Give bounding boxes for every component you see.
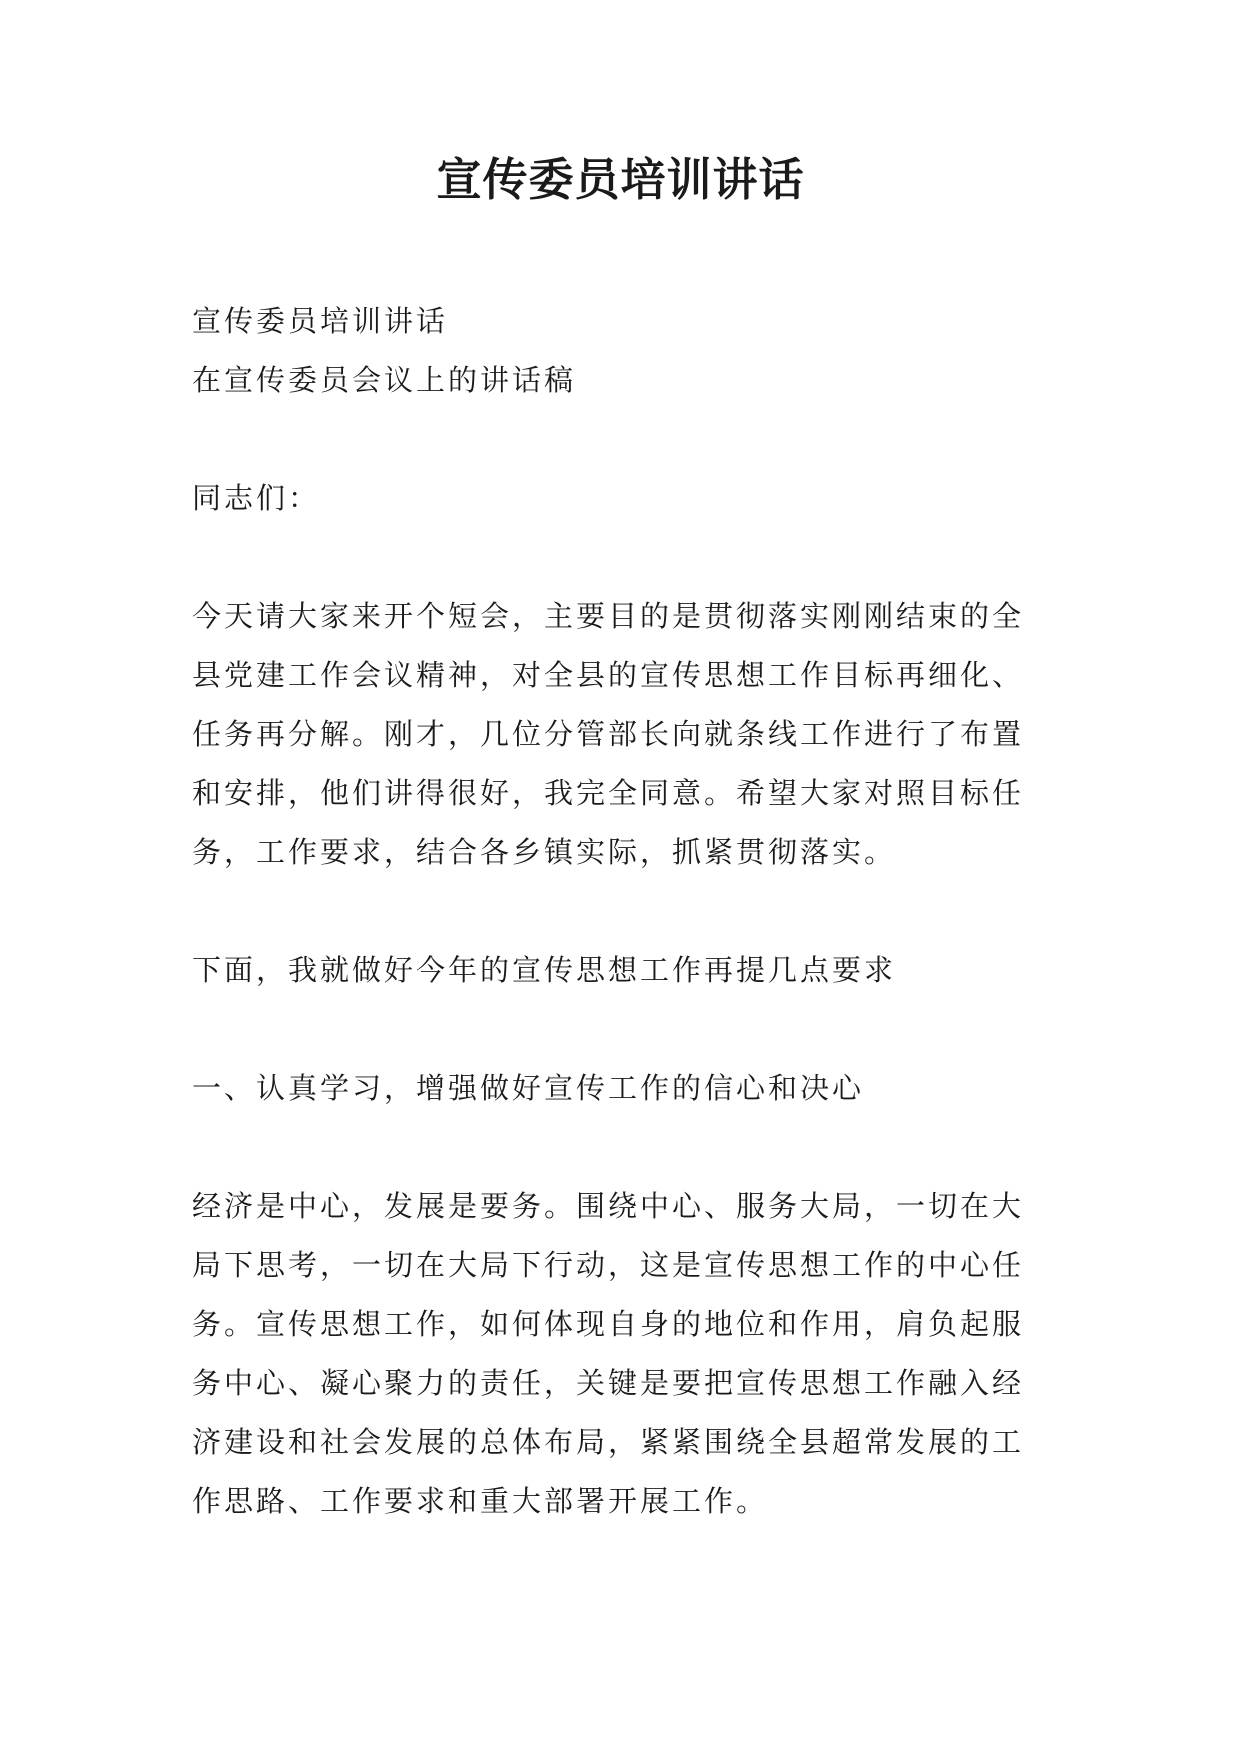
document-body [192,292,1072,1531]
paragraph-line: 务中心、凝心聚力的责任，关键是要把宣传思想工作融入经 [192,1366,1025,1400]
paragraph-3 [192,1177,1072,1531]
paragraph-1 [192,587,1072,882]
paragraph-line: 务，工作要求，结合各乡镇实际，抓紧贯彻落实。 [192,835,897,869]
subtitle-line: 宣传委员培训讲话 [192,304,449,338]
salutation: 同志们： [192,481,321,515]
paragraph-line: 作思路、工作要求和重大部署开展工作。 [192,1484,769,1518]
paragraph-line: 和安排，他们讲得很好，我完全同意。希望大家对照目标任 [192,776,1025,810]
paragraph-2: 下面，我就做好今年的宣传思想工作再提几点要求 [192,953,897,987]
paragraph-line: 济建设和社会发展的总体布局，紧紧围绕全县超常发展的工 [192,1425,1025,1459]
subtitle-line: 在宣传委员会议上的讲话稿 [192,363,577,397]
paragraph-line: 经济是中心，发展是要务。围绕中心、服务大局，一切在大 [192,1189,1025,1223]
paragraph-line: 任务再分解。刚才，几位分管部长向就条线工作进行了布置 [192,717,1025,751]
paragraph-line: 县党建工作会议精神，对全县的宣传思想工作目标再细化、 [192,658,1025,692]
paragraph-line: 局下思考，一切在大局下行动，这是宣传思想工作的中心任 [192,1248,1025,1282]
paragraph-line: 今天请大家来开个短会，主要目的是贯彻落实刚刚结束的全 [192,599,1025,633]
paragraph-line: 务。宣传思想工作，如何体现自身的地位和作用，肩负起服 [192,1307,1025,1341]
document-title: 宣传委员培训讲话 [436,153,805,206]
section-heading: 一、认真学习，增强做好宣传工作的信心和决心 [192,1071,865,1105]
